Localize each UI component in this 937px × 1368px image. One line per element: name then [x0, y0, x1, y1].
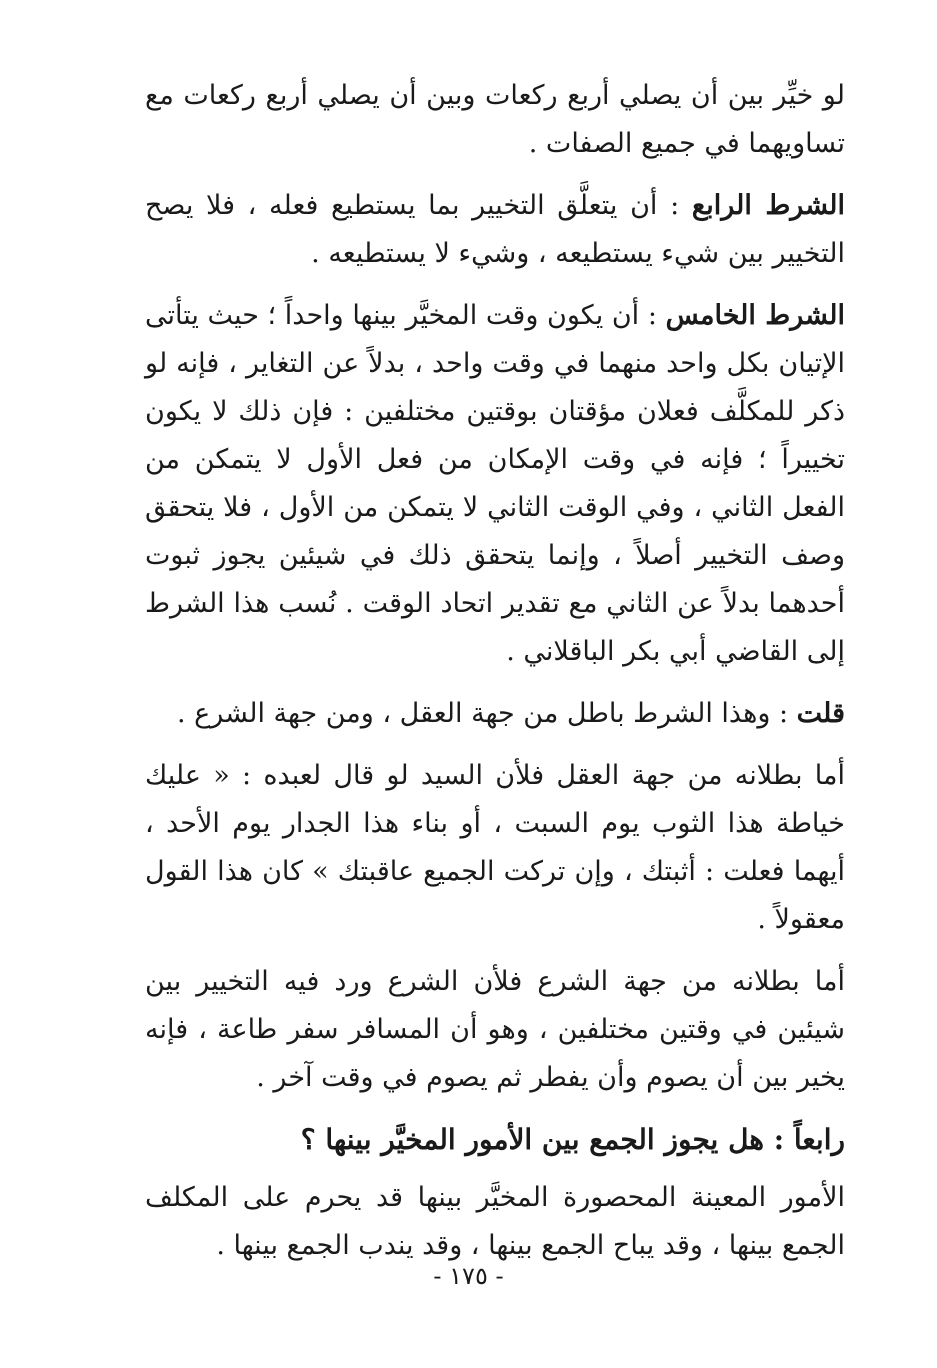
condition-four-text: : أن يتعلَّق التخيير بما يستطيع فعله ، فلا يصح التخيير بين شيء يستطيعه ، وشيء لا يستطيعه . [145, 190, 845, 269]
page-number: - ١٧٥ - [433, 1262, 504, 1290]
paragraph-author-note [145, 690, 845, 738]
condition-five-heading: الشرط الخامس [665, 300, 845, 331]
page-body [145, 72, 845, 1284]
author-note-lead: قلت [796, 698, 845, 729]
condition-five-text: : أن يكون وقت المخيَّر بينها واحداً ؛ حيث يتأتى الإتيان بكل واحد منهما في وقت واحد ، بدلاً عن التغاير ، فإنه لو ذكر للمكلَّف فعلان مؤقتان بوقتين مختلفين : فإن ذلك لا يكون تخييراً ؛ فإنه في وقت الإمكان من فعل الأول لا يتمكن من الفعل الثاني ، وفي الوقت الثاني لا يتمكن من الأول ، فلا يتحقق وصف التخيير أصلاً ، وإنما يتحقق ذلك في شيئين يجوز ثبوت أحدهما بدلاً عن الثاني مع تقدير اتحاد الوقت . نُسب هذا الشرط إلى القاضي أبي بكر الباقلاني . [145, 300, 845, 667]
reason-intellect-text: أما بطلانه من جهة العقل فلأن السيد لو قال لعبده : « عليك خياطة هذا الثوب يوم السبت ، أو بناء هذا الجدار يوم الأحد ، أيهما فعلت : أثبتك ، وإن تركت الجميع عاقبتك » كان هذا القول معقولاً . [145, 760, 845, 935]
paragraph-condition-four [145, 182, 845, 278]
author-note-text: : وهذا الشرط باطل من جهة العقل ، ومن جهة الشرع . [176, 698, 797, 729]
paragraph-1-text: لو خيِّر بين أن يصلي أربع ركعات وبين أن يصلي أربع ركعات مع تساويهما في جميع الصفات . [145, 80, 845, 159]
paragraph-condition-five [145, 292, 845, 676]
closing-paragraph: الأمور المعينة المحصورة المخيَّر بينها قد يحرم على المكلف الجمع بينها ، وقد يباح الجمع بينها ، وقد يندب الجمع بينها . [145, 1182, 845, 1261]
section-heading: رابعاً : هل يجوز الجمع بين الأمور المخيَّر بينها ؟ [300, 1123, 845, 1156]
paragraph-reason-sharia [145, 958, 845, 1102]
condition-four-heading: الشرط الرابع [691, 190, 846, 221]
paragraph-1 [145, 72, 845, 168]
paragraph-reason-intellect [145, 752, 845, 944]
reason-sharia-text: أما بطلانه من جهة الشرع فلأن الشرع ورد فيه التخيير بين شيئين في وقتين مختلفين ، وهو أن المسافر سفر طاعة ، فإنه يخير بين أن يصوم وأن يفطر ثم يصوم في وقت آخر . [145, 966, 845, 1093]
